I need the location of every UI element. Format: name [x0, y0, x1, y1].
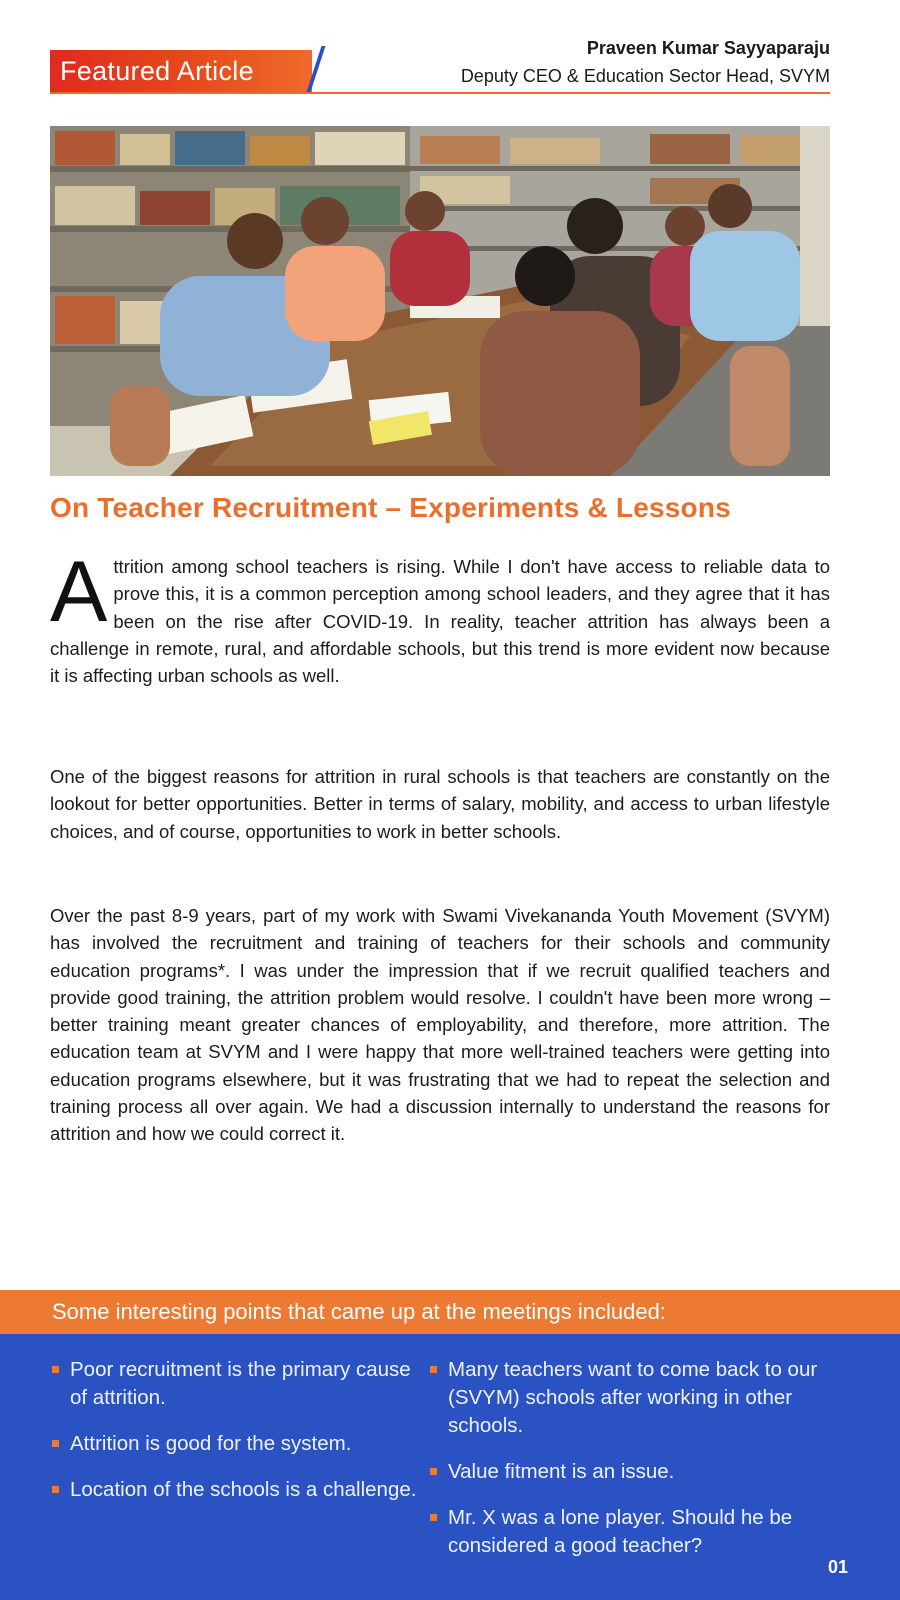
highlights-left-list [52, 1356, 422, 1522]
header-divider [50, 92, 830, 94]
author-role: Deputy CEO & Education Sector Head, SVYM [460, 66, 830, 86]
list-item-text: Attrition is good for the system. [70, 1432, 352, 1455]
bullet-icon [430, 1366, 437, 1373]
list-item-text: Value fitment is an issue. [448, 1460, 675, 1483]
page-number: 01 [827, 1557, 848, 1577]
bullet-icon [52, 1366, 59, 1373]
author-name: Praveen Kumar Sayyaparaju [586, 38, 830, 58]
drop-cap: A [50, 544, 108, 640]
paragraph-3: Over the past 8-9 years, part of my work with Swami Vivekananda Youth Movement (SVYM) has involved the recruitment and training of teachers for their schools and community education programs*. I was under the impression that if we recruit qualified teachers and provide good training, the attrition problem would resolve. I couldn't have been more wrong – better training meant greater chances of employability, and therefore, more attrition. The education team at SVYM and I were happy that more well-trained teachers were getting into education programs elsewhere, but it was frustrating that we had to repeat the selection and training process all over again. We had a discussion internally to understand the reasons for attrition and how we could correct it. [50, 905, 830, 1145]
list-item-text: Mr. X was a lone player. Should he be considered a good teacher? [448, 1506, 793, 1557]
list-item-text: Many teachers want to come back to our (SVYM) schools after working in other schools. [448, 1358, 818, 1437]
paragraph-1-text: ttrition among school teachers is rising. While I don't have access to reliable data to prove this, it is a common perception among school leaders, and they agree that it has been on the rise after COVID-19. In reality, teacher attrition has always been a challenge in remote, rural, and affordable schools, but this trend is more evident now because it is affecting urban schools as well. [50, 556, 830, 687]
bullet-icon [430, 1468, 437, 1475]
list-item [52, 1476, 422, 1504]
list-item-text: Location of the schools is a challenge. [70, 1478, 417, 1501]
list-item [430, 1356, 860, 1440]
list-item [52, 1356, 422, 1412]
list-item [52, 1430, 422, 1458]
article-photo [50, 126, 830, 476]
list-item-text: Poor recruitment is the primary cause of attrition. [70, 1358, 411, 1409]
highlights-heading: Some interesting points that came up at the meetings included: [0, 1290, 900, 1334]
paragraph-1 [50, 544, 830, 689]
bullet-icon [52, 1440, 59, 1447]
article-title: On Teacher Recruitment – Experiments & Lessons [50, 492, 731, 523]
article-header [50, 36, 830, 96]
highlights-right-list [430, 1356, 860, 1578]
bullet-icon [430, 1514, 437, 1521]
list-item [430, 1504, 860, 1560]
highlights-panel [0, 1334, 900, 1600]
bullet-icon [52, 1486, 59, 1493]
featured-article-badge: Featured Article [50, 50, 312, 92]
list-item [430, 1458, 860, 1486]
meeting-photo-illustration [50, 126, 830, 476]
paragraph-2: One of the biggest reasons for attrition in rural schools is that teachers are constantly on the lookout for better opportunities. Better in terms of salary, mobility, and access to urban lifestyle choices, and of course, opportunities to work in better schools. [50, 766, 830, 842]
